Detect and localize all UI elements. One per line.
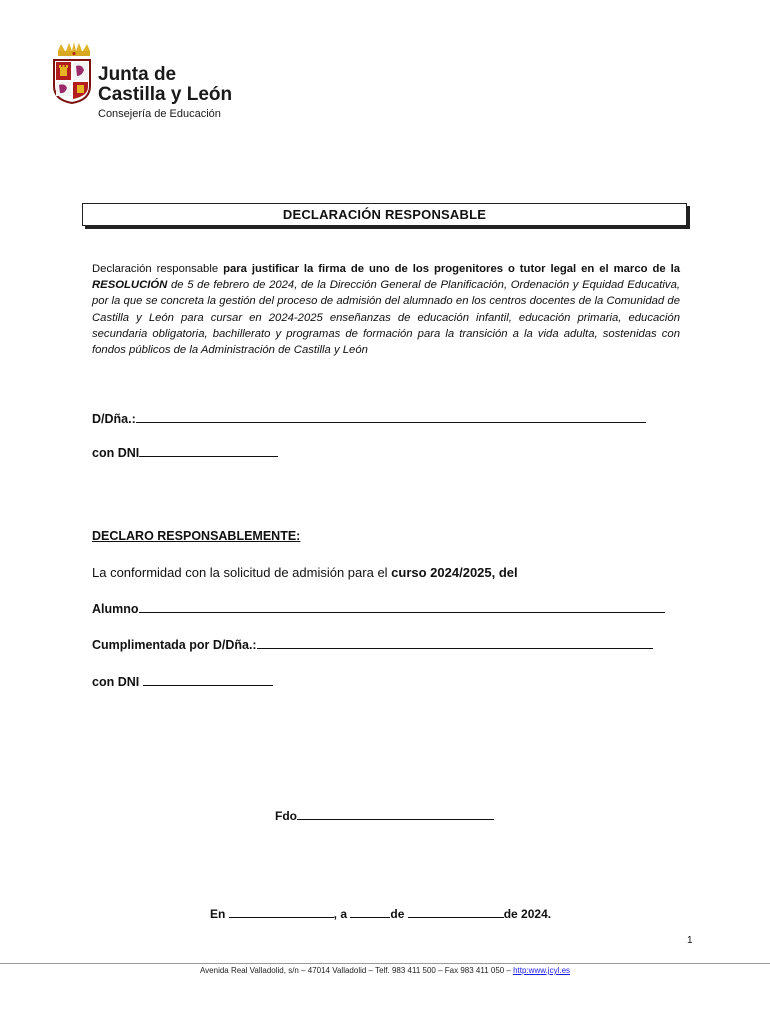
intro-paragraph: [92, 261, 680, 358]
dni-label-2: con DNI: [92, 675, 143, 689]
fecha-field: [210, 905, 551, 921]
conformidad-bold: curso 2024/2025, del: [391, 565, 518, 580]
dni-field-1: [92, 444, 278, 460]
footer-divider: [0, 963, 770, 964]
fecha-day-blank[interactable]: [350, 905, 390, 918]
dni-blank-1[interactable]: [139, 444, 278, 457]
cumplimentada-label: Cumplimentada por D/Dña.:: [92, 638, 257, 652]
fecha-a-label: , a: [333, 907, 351, 921]
ddna-label: D/Dña.:: [92, 412, 136, 426]
firma-field: [275, 807, 494, 823]
declaro-heading: DECLARO RESPONSABLEMENTE:: [92, 529, 301, 543]
dni-label-1: con DNI: [92, 446, 140, 460]
footer-link[interactable]: http:www.jcyl.es: [513, 966, 571, 975]
dni-blank-2[interactable]: [143, 673, 273, 686]
document-title-box: [82, 203, 687, 226]
cumplimentada-field: [92, 636, 653, 652]
fecha-de-label-1: de: [390, 907, 408, 921]
firma-blank[interactable]: [297, 807, 494, 820]
fecha-place-blank[interactable]: [229, 905, 334, 918]
intro-text-italic: de 5 de febrero de 2024, de la Dirección General de Planificación, Ordenación y Equidad Educativa, por la que se concreta la gestión del proceso de admisión del alumnado en los centros docentes de la Comunidad de Castilla y León para cursar en 2024-2025 enseñanzas de educación infantil, educación primaria, educación secundaria obligatoria, bachillerato y programas de formación para la transición a la vida adulta, sostenidas con fondos públicos de la Administración de Castilla y León: [92, 279, 680, 357]
alumno-field: [92, 600, 665, 616]
logo-junta-castilla-leon: [52, 42, 252, 132]
alumno-label: Alumno: [92, 602, 139, 616]
alumno-blank[interactable]: [139, 600, 665, 613]
logo-subtitle: Consejería de Educación: [98, 108, 221, 120]
fecha-de-label-2: de 2024.: [503, 907, 552, 921]
conformidad-text: La conformidad con la solicitud de admisión para el: [92, 565, 392, 580]
logo-title-line1: Junta de: [98, 64, 177, 85]
ddna-blank[interactable]: [136, 410, 646, 423]
crown-icon: [55, 42, 93, 58]
ddna-field: [92, 410, 646, 426]
fdo-label: Fdo: [275, 809, 297, 823]
footer-address: Avenida Real Valladolid, s/n – 47014 Valladolid – Telf. 983 411 500 – Fax 983 411 050 –: [199, 966, 514, 975]
intro-text-bold: para justificar la firma de uno de los progenitores o tutor legal en el marco de la: [223, 263, 680, 275]
conformidad-line: [92, 565, 518, 580]
cumplimentada-blank[interactable]: [257, 636, 653, 649]
logo-title-line2: Castilla y León: [98, 84, 233, 105]
page-number: 1: [687, 935, 693, 946]
intro-text-plain: Declaración responsable: [92, 263, 224, 275]
dni-field-2: [92, 673, 273, 689]
intro-resolucion: RESOLUCIÓN: [92, 279, 168, 292]
fecha-en-label: En: [210, 907, 229, 921]
coat-of-arms-icon: [52, 58, 92, 104]
fecha-month-blank[interactable]: [408, 905, 504, 918]
footer: [0, 966, 770, 975]
document-title: DECLARACIÓN RESPONSABLE: [282, 207, 487, 222]
